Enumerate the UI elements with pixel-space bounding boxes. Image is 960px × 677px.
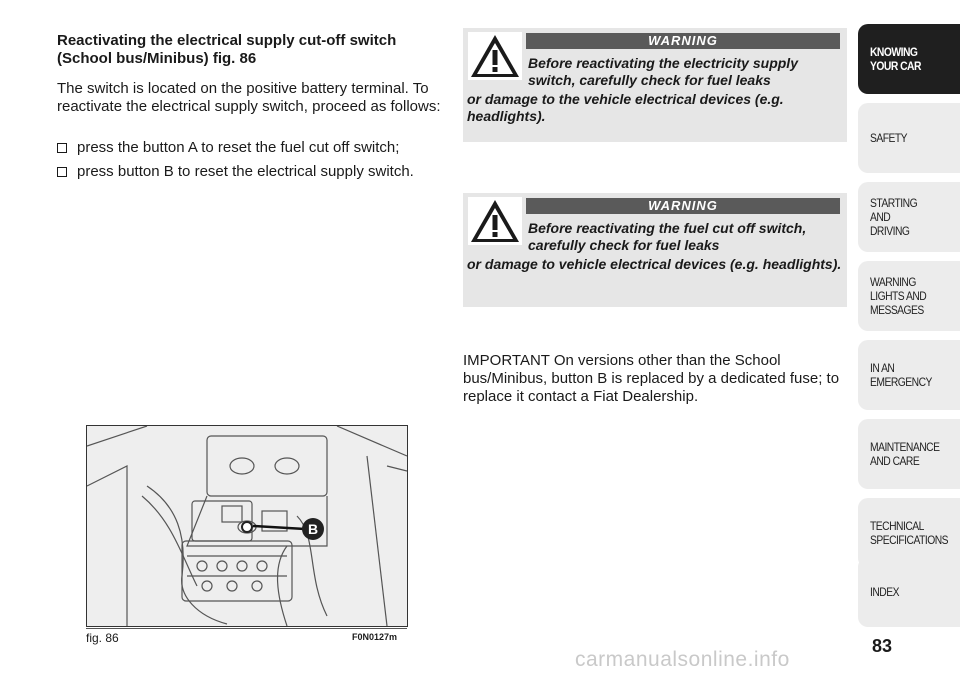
tab-index[interactable]	[858, 557, 960, 627]
warning-triangle-icon	[468, 197, 522, 245]
callout-b-label: B	[307, 521, 319, 537]
battery-switch-figure	[86, 425, 408, 627]
intro-paragraph: The switch is located on the positive battery terminal. To reactivate the electrical supply switch, proceed as follows:	[57, 80, 441, 115]
list-item-text: press the button A to reset the fuel cut off switch;	[77, 139, 400, 156]
tab-label: INDEX	[870, 585, 899, 599]
figure-code: F0N0127m	[352, 632, 398, 642]
warning-text: Before reactivating the fuel cut off switch, carefully check for fuel leaks	[528, 220, 807, 253]
tab-label: IN AN EMERGENCY	[870, 361, 932, 389]
warning-label: WARNING	[526, 33, 840, 49]
tab-in-an-emergency[interactable]	[858, 340, 960, 410]
tab-starting-and-driving[interactable]	[858, 182, 960, 252]
warning-label: WARNING	[526, 198, 840, 214]
page-number: 83	[872, 636, 893, 656]
warning-box	[463, 28, 847, 142]
warning-text-continued: or damage to the vehicle electrical devices (e.g. headlights).	[467, 91, 784, 124]
watermark: carmanualsonline.info	[575, 648, 790, 671]
tab-label: KNOWING YOUR CAR	[870, 45, 921, 73]
tab-knowing-your-car[interactable]	[858, 24, 960, 94]
battery-illustration	[87, 426, 407, 626]
tab-warning-lights[interactable]	[858, 261, 960, 331]
figure-label: fig. 86	[86, 631, 119, 645]
tab-label: MAINTENANCE AND CARE	[870, 440, 940, 468]
list-item	[57, 139, 447, 157]
warning-box	[463, 193, 847, 307]
warning-text: Before reactivating the electricity supply switch, carefully check for fuel leaks	[528, 55, 798, 88]
tab-label: WARNING LIGHTS AND MESSAGES	[870, 275, 927, 317]
tab-label: SAFETY	[870, 131, 908, 145]
list-item	[57, 163, 447, 181]
checkbox-bullet-icon	[57, 143, 67, 153]
checkbox-bullet-icon	[57, 167, 67, 177]
figure-rule	[86, 628, 407, 629]
tab-safety[interactable]	[858, 103, 960, 173]
warning-text-continued: or damage to vehicle electrical devices (e.g. headlights).	[467, 256, 842, 272]
important-note: IMPORTANT On versions other than the School bus/Minibus, button B is replaced by a dedicated fuse; to replace it contact a Fiat Dealership.	[463, 352, 840, 405]
tab-label: TECHNICAL SPECIFICATIONS	[870, 519, 949, 547]
instruction-list	[57, 139, 447, 187]
section-heading: Reactivating the electrical supply cut-off switch (School bus/Minibus) fig. 86	[57, 32, 397, 67]
list-item-text: press button B to reset the electrical supply switch.	[77, 163, 414, 180]
tab-maintenance-and-care[interactable]	[858, 419, 960, 489]
tab-label: STARTING AND DRIVING	[870, 196, 918, 238]
warning-triangle-icon	[468, 32, 522, 80]
